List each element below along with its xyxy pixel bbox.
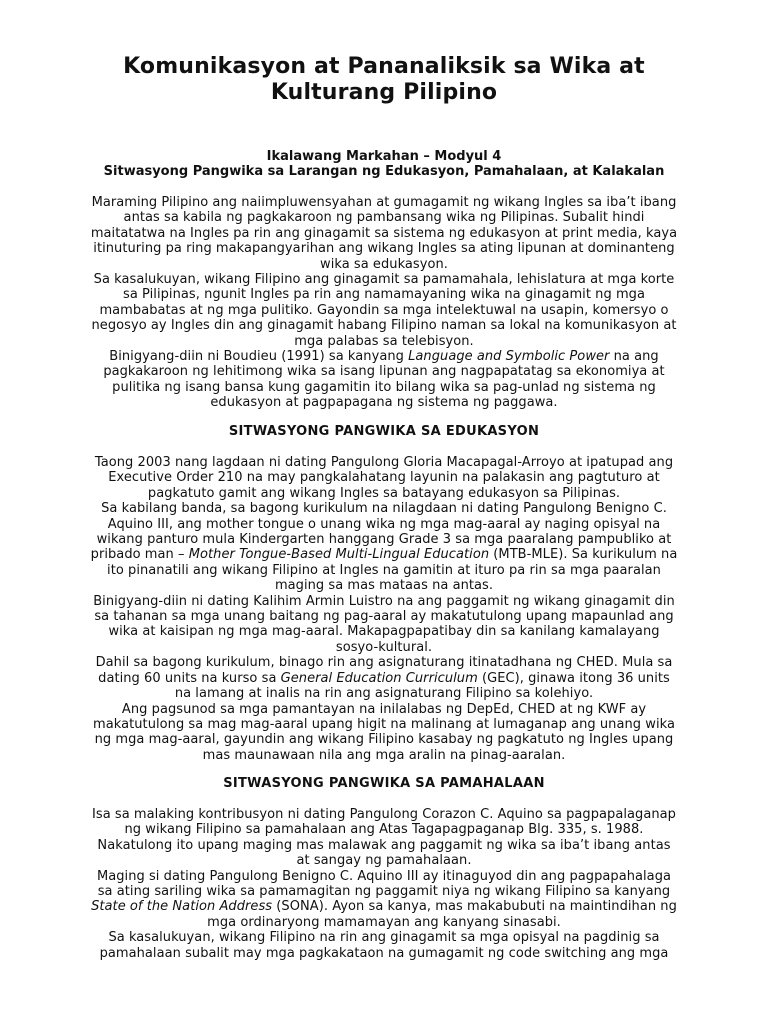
intro-section [24,195,744,411]
program-name: Mother Tongue-Based Multi-Lingual Education [188,547,490,563]
text-line: maging sa mas mataas na antas. [274,578,494,594]
text-line: Isa sa malaking kontribusyon ni dating Pangulong Corazon C. Aquino sa pagpapalaganap [92,807,676,822]
text-line: wika sa edukasyon. [320,256,448,272]
text-line: Sa kabilang banda, sa bagong kurikulum na nilagdaan ni dating Pangulong Benigno C. [101,501,667,517]
text-line: ng mga mag-aaral, gayundin ang wikang Filipino kasabay ng pagkatuto ng Ingles upang [94,732,674,748]
text-line: negosyo ay Ingles din ang ginagamit habang Filipino naman sa lokal na komunikasyon at [91,318,677,334]
text-line [24,899,744,914]
text-run: (SONA). Ayon sa kanya, mas makabubuti na maintindihan ng [272,899,677,915]
speech-name: State of the Nation Address [91,899,273,915]
text-line: sosyo-kultural. [335,639,433,655]
text-line: mga palabas sa telebisyon. [294,333,474,349]
text-line: sa tahanan sa mga unang baitang ng pag-aaral ay makatutulong upang mapaunlad ang [94,609,674,625]
text-line: pagkakaroon ng lehitimong wika sa isang lipunan ang nagpapatatag sa ekonomiya at [103,364,665,380]
text-line: Aquino III, ang mother tongue o unang wika ng mga mag-aaral ay naging opisyal na [107,516,661,532]
text-run: pribado man – [90,547,189,563]
text-line: Maging si dating Pangulong Benigno C. Aquino III ay itinaguyod din ang pagpapahalaga [96,868,672,884]
quarter-module-label: Ikalawang Markahan – Modyul 4 [266,149,502,164]
text-line: mas maunawaan nila ang mga aralin na pinag-aaralan. [202,747,566,763]
text-line: pamahalaan subalit may mga pagkakataon na gumagamit ng code switching ang mga [99,945,669,961]
curriculum-name: General Education Curriculum [280,670,478,686]
text-line: maitatatwa na Ingles pa rin ang ginagamit sa sistema ng edukasyon at print media, kaya [90,225,678,241]
title-line: Kulturang Pilipino [270,80,498,105]
text-line: Dahil sa bagong kurikulum, binago rin ang asignaturang itinatadhana ng CHED. Mula sa [95,655,673,671]
document-title [40,54,728,106]
text-line: ito pinanatili ang wikang Filipino at Ingles na gamitin at ituro pa rin sa mga paaralan [107,562,661,578]
text-line: wikang panturo mula Kindergarten hanggang Grade 3 sa mga paaralang pampubliko at [96,532,672,548]
text-line: antas sa kabila ng pagkakaroon ng pambansang wika ng Pilipinas. Subalit hindi [123,210,645,226]
text-line [24,547,744,562]
text-line: Taong 2003 nang lagdaan ni dating Pangulong Gloria Macapagal-Arroyo at ipatupad ang [94,455,674,470]
pamahalaan-section [24,807,744,961]
text-line: Sa kasalukuyan, wikang Filipino na rin ang ginagamit sa mga opisyal na pagdinig sa [108,930,660,946]
text-line: Ang pagsunod sa mga pamantayan na inilalabas ng DepEd, CHED at ng KWF ay [121,701,647,717]
text-line: sa Pilipinas, ngunit Ingles pa rin ang namamayaning wika na ginagamit ng mga [123,287,645,303]
section-heading-pamahalaan: SITWASYONG PANGWIKA SA PAMAHALAAN [223,776,545,791]
edukasyon-section [24,455,744,763]
text-line: pagkatuto gamit ang wikang Ingles sa batayang edukasyon sa Pilipinas. [147,485,621,501]
text-run: na ang [609,349,659,365]
text-line: na lamang at inalis na rin ang asignaturang Filipino sa kolehiyo. [174,686,594,702]
text-line: Binigyang-diin ni dating Kalihim Armin Luistro na ang paggamit ng wikang ginagamit din [93,593,675,609]
text-run: (GEC), ginawa itong 36 units [477,670,670,686]
text-run: dating 60 units na kurso sa [98,670,281,686]
text-line: Executive Order 210 na may pangkalahatang layunin na palakasin ang pagtuturo at [108,470,660,486]
text-line: wika at kaisipan ng mga mag-aaral. Makapagpapatibay din sa kanilang kamalayang [108,624,660,640]
text-line: Sa kasalukuyan, wikang Filipino ang ginagamit sa pamamahala, lehislatura at mga korte [93,272,675,288]
text-line: sa ating sariling wika sa pamamagitan ng paggamit niya ng wikang Filipino sa kanyang [97,884,671,900]
text-line: pulitika ng isang bansa kung gagamitin ito bilang wika sa pag-unlad ng sistema ng [112,379,656,395]
title-line: Komunikasyon at Pananaliksik sa Wika at [123,54,645,79]
text-line: itinuturing pa ring makapangyarihan ang wikang Ingles sa ating lipunan at dominanteng [93,241,675,257]
text-line: Maraming Pilipino ang naiimpluwensyahan at gumagamit ng wikang Ingles sa iba’t ibang [91,195,677,210]
book-title: Language and Symbolic Power [408,349,610,365]
text-line: at sangay ng pamahalaan. [296,853,472,869]
module-subtitle: Sitwasyong Pangwika sa Larangan ng Edukasyon, Pamahalaan, at Kalakalan [103,164,665,179]
text-run: (MTB-MLE). Sa kurikulum na [489,547,678,563]
text-line: edukasyon at pagpapagana ng sistema ng paggawa. [210,395,558,411]
text-run: Binigyang-diin ni Boudieu (1991) sa kanyang [109,349,409,365]
text-line: Nakatulong ito upang maging mas malawak ang paggamit ng wika sa iba’t ibang antas [97,837,671,853]
text-line [24,349,744,364]
text-line: mambabatas at ng mga pulitiko. Gayondin sa mga intelektuwal na usapin, komersyo o [99,302,669,318]
text-line [24,671,744,686]
text-line: makatutulong sa mag mag-aaral upang higit na malinang at lumaganap ang unang wika [93,716,675,732]
text-line: mga ordinaryong mamamayan ang kanyang sinasabi. [207,914,561,930]
text-line: ng wikang Filipino sa pamahalaan ang Atas Tagapagpaganap Blg. 335, s. 1988. [124,822,644,838]
section-heading-edukasyon: SITWASYONG PANGWIKA SA EDUKASYON [228,424,540,439]
